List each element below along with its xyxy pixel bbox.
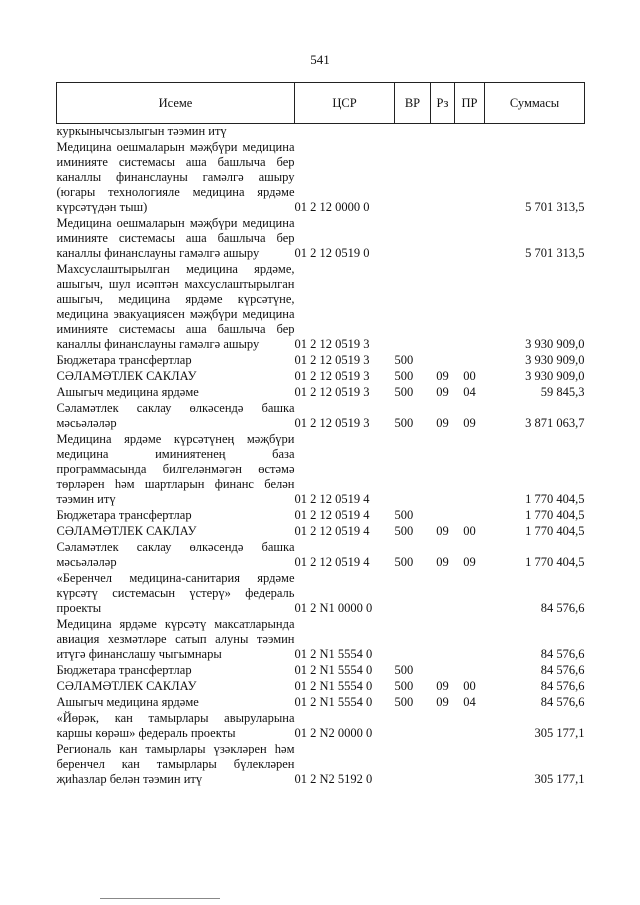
cell-csr: 01 2 12 0519 3 [294, 337, 370, 351]
cell-pr [455, 508, 485, 524]
cell-amount: 84 576,6 [540, 695, 585, 709]
cell-vr [395, 711, 431, 742]
cell-pr [455, 140, 485, 216]
cell-vr: 500 [394, 416, 414, 430]
cell-name: Махсуслаштырылган медицина ярдәме, ашыгыч, шул исәптән махсуслаштырылган ашыгыч, медицина ярдәме күрсәтүне, медицина эвакуациясен мәҗбүри медицина иминияте системасы аша башлыча бер каналлы финанслауны гамәлгә ашыру [56, 262, 295, 351]
cell-amount: 5 701 313,5 [525, 200, 585, 214]
cell-vr: 500 [394, 679, 414, 693]
cell-vr: 500 [394, 695, 414, 709]
cell-amount: 305 177,1 [534, 726, 585, 740]
cell-rz [431, 508, 455, 524]
cell-rz: 09 [436, 679, 449, 693]
table-row [57, 508, 585, 524]
header-csr: ЦСР [295, 83, 395, 124]
page-number: 541 [310, 52, 330, 67]
cell-pr: 00 [463, 369, 476, 383]
cell-pr: 00 [463, 679, 476, 693]
cell-pr: 04 [463, 385, 476, 399]
cell-pr [455, 742, 485, 788]
cell-csr: 01 2 N1 5554 0 [294, 695, 373, 709]
cell-name: Сәламәтлек саклау өлкәсендә башка мәсьәләләр [56, 540, 295, 569]
header-pr: ПР [455, 83, 485, 124]
cell-csr: 01 2 12 0519 4 [294, 524, 370, 538]
cell-vr [395, 216, 431, 262]
cell-vr [395, 617, 431, 663]
cell-amount: 84 576,6 [540, 601, 585, 615]
cell-csr: 01 2 12 0519 3 [294, 416, 370, 430]
cell-csr: 01 2 N1 5554 0 [294, 663, 373, 677]
cell-pr [455, 617, 485, 663]
cell-rz [431, 140, 455, 216]
cell-name: Медицина оешмаларын мәҗбүри медицина иминияте системасы аша башлыча бер каналлы финанслауны гамәлгә ашыру [56, 216, 295, 260]
cell-vr: 500 [394, 508, 414, 522]
header-vr: ВР [395, 83, 431, 124]
table-row [57, 571, 585, 617]
cell-name: Ашыгыч медицина ярдәме [56, 695, 199, 709]
table-row [57, 140, 585, 216]
cell-vr [395, 571, 431, 617]
cell-vr: 500 [394, 353, 414, 367]
cell-amount: 84 576,6 [540, 647, 585, 661]
cell-csr: 01 2 12 0519 0 [294, 246, 370, 260]
cell-pr [455, 124, 485, 141]
cell-amount: 1 770 404,5 [525, 555, 585, 569]
table-row [57, 617, 585, 663]
table-row [57, 385, 585, 401]
cell-vr: 500 [394, 385, 414, 399]
cell-name: Медицина оешмаларын мәҗбүри медицина иминияте системасы аша башлыча бер каналлы финанслауны гамәлгә ашыру (югары технологияле медицина ярдәме күрсәтүдән тыш) [56, 140, 295, 214]
cell-amount [485, 124, 585, 141]
cell-pr [455, 353, 485, 369]
cell-name: СӘЛАМӘТЛЕК САКЛАУ [56, 369, 197, 383]
cell-csr: 01 2 12 0519 4 [294, 492, 370, 506]
budget-table [56, 82, 585, 788]
cell-csr: 01 2 12 0519 4 [294, 508, 370, 522]
cell-amount: 3 930 909,0 [525, 353, 585, 367]
table-row [57, 695, 585, 711]
cell-rz [431, 353, 455, 369]
cell-amount: 59 845,3 [540, 385, 585, 399]
cell-pr [455, 663, 485, 679]
cell-rz: 09 [436, 385, 449, 399]
cell-name: Медицина ярдәме күрсәтүнең мәҗбүри медицина иминиятенең база программасында билгеләнмәгән өстәмә төрләрен һәм шартларын финанс белән тәэмин итү [56, 432, 295, 506]
cell-name: «Беренчел медицина-санитария ярдәме күрсәтү системасын үстерү» федераль проекты [56, 571, 295, 615]
cell-rz [431, 216, 455, 262]
cell-rz [431, 124, 455, 141]
cell-csr: 01 2 12 0000 0 [294, 200, 370, 214]
cell-vr [395, 262, 431, 353]
cell-amount: 84 576,6 [540, 663, 585, 677]
cell-vr [395, 140, 431, 216]
cell-amount: 3 871 063,7 [525, 416, 585, 430]
header-rz: Рз [431, 83, 455, 124]
cell-amount: 1 770 404,5 [525, 524, 585, 538]
cell-csr: 01 2 12 0519 4 [294, 555, 370, 569]
cell-name: СӘЛАМӘТЛЕК САКЛАУ [56, 679, 197, 693]
cell-csr: 01 2 N1 5554 0 [294, 679, 373, 693]
cell-pr [455, 262, 485, 353]
cell-amount: 3 930 909,0 [525, 337, 585, 351]
cell-vr: 500 [394, 369, 414, 383]
cell-csr: 01 2 12 0519 3 [294, 385, 370, 399]
table-row [57, 432, 585, 508]
cell-rz [431, 262, 455, 353]
cell-vr: 500 [394, 524, 414, 538]
header-amount: Суммасы [485, 83, 585, 124]
footer-rule [100, 898, 220, 899]
cell-pr: 04 [463, 695, 476, 709]
table-row [57, 711, 585, 742]
cell-csr: 01 2 N2 5192 0 [294, 772, 373, 786]
cell-rz [431, 663, 455, 679]
cell-rz: 09 [436, 416, 449, 430]
cell-rz [431, 617, 455, 663]
cell-amount: 305 177,1 [534, 772, 585, 786]
cell-csr: 01 2 12 0519 3 [294, 353, 370, 367]
table-row [57, 524, 585, 540]
table-row [57, 679, 585, 695]
cell-name: Бюджетара трансфертлар [56, 508, 192, 522]
cell-rz [431, 711, 455, 742]
cell-csr: 01 2 N2 0000 0 [294, 726, 373, 740]
cell-csr: 01 2 12 0519 3 [294, 369, 370, 383]
table-row [57, 540, 585, 571]
cell-pr: 09 [463, 555, 476, 569]
table-row [57, 262, 585, 353]
cell-name: «Йөрәк, кан тамырлары авыруларына каршы көрәш» федераль проекты [56, 711, 295, 740]
cell-csr: 01 2 N1 0000 0 [294, 601, 373, 615]
cell-name: Сәламәтлек саклау өлкәсендә башка мәсьәләләр [56, 401, 295, 430]
cell-pr [455, 571, 485, 617]
table-row [57, 216, 585, 262]
cell-pr [455, 216, 485, 262]
cell-rz [431, 742, 455, 788]
cell-vr: 500 [394, 555, 414, 569]
cell-vr [395, 742, 431, 788]
cell-pr [455, 432, 485, 508]
cell-name: Ашыгыч медицина ярдәме [56, 385, 199, 399]
cell-vr: 500 [394, 663, 414, 677]
cell-name: Бюджетара трансфертлар [56, 663, 192, 677]
cell-name: Региональ кан тамырлары үзәкләрен һәм беренчел кан тамырлары бүлекләрен җиһазлар белән тәэмин итү [56, 742, 295, 786]
cell-rz: 09 [436, 695, 449, 709]
cell-pr: 00 [463, 524, 476, 538]
cell-amount: 3 930 909,0 [525, 369, 585, 383]
cell-name: СӘЛАМӘТЛЕК САКЛАУ [56, 524, 197, 538]
table-row [57, 663, 585, 679]
cell-amount: 5 701 313,5 [525, 246, 585, 260]
table-row [57, 401, 585, 432]
cell-pr: 09 [463, 416, 476, 430]
cell-name: куркынычсызлыгын тәэмин итү [56, 124, 227, 138]
cell-amount: 84 576,6 [540, 679, 585, 693]
cell-amount: 1 770 404,5 [525, 492, 585, 506]
table-row [57, 353, 585, 369]
table-row [57, 124, 585, 141]
cell-name: Бюджетара трансфертлар [56, 353, 192, 367]
cell-rz [431, 571, 455, 617]
cell-vr [395, 124, 431, 141]
cell-name: Медицина ярдәме күрсәтү максатларында авиация хезмәтләре сатып алуны тәэмин итүгә финанслашу чыгымнары [56, 617, 295, 661]
cell-pr [455, 711, 485, 742]
cell-csr [295, 124, 395, 141]
header-name: Исеме [57, 83, 295, 124]
table-row [57, 369, 585, 385]
cell-rz: 09 [436, 524, 449, 538]
table-header-row [57, 83, 585, 124]
cell-csr: 01 2 N1 5554 0 [294, 647, 373, 661]
cell-vr [395, 432, 431, 508]
cell-rz: 09 [436, 369, 449, 383]
table-row [57, 742, 585, 788]
cell-amount: 1 770 404,5 [525, 508, 585, 522]
cell-rz [431, 432, 455, 508]
cell-rz: 09 [436, 555, 449, 569]
